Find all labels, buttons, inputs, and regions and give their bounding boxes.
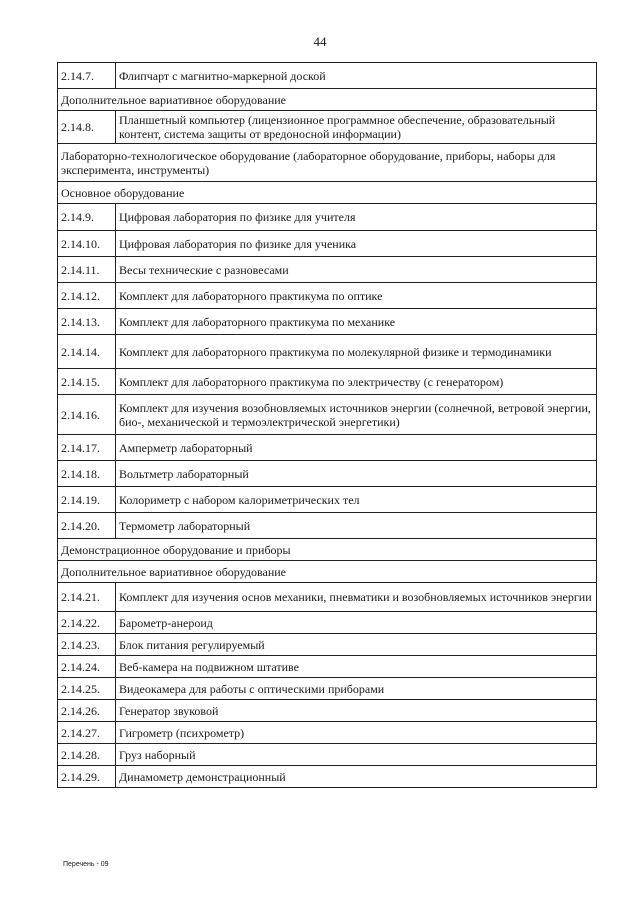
item-description: Весы технические с разновесами (116, 257, 597, 283)
item-number: 2.14.23. (58, 634, 116, 656)
table-row (58, 766, 597, 788)
item-description: Гигрометр (психрометр) (116, 722, 597, 744)
table-row (58, 700, 597, 722)
item-description: Флипчарт с магнитно-маркерной доской (116, 63, 597, 89)
table-row (58, 634, 597, 656)
table-row (58, 513, 597, 539)
item-number: 2.14.29. (58, 766, 116, 788)
section-title: Лабораторно-технологическое оборудование (лабораторное оборудование, приборы, наборы для эксперимента, инструменты) (58, 144, 597, 182)
item-description: Комплект для изучения основ механики, пневматики и возобновляемых источников энергии (116, 583, 597, 612)
item-description: Комплект для лабораторного практикума по механике (116, 309, 597, 335)
item-number: 2.14.18. (58, 461, 116, 487)
section-row (58, 89, 597, 111)
table-row (58, 283, 597, 309)
section-row (58, 539, 597, 561)
item-number: 2.14.20. (58, 513, 116, 539)
item-number: 2.14.28. (58, 744, 116, 766)
item-description: Груз наборный (116, 744, 597, 766)
table-row (58, 583, 597, 612)
item-number: 2.14.21. (58, 583, 116, 612)
table-row (58, 395, 597, 435)
item-number: 2.14.9. (58, 204, 116, 231)
section-title: Демонстрационное оборудование и приборы (58, 539, 597, 561)
equipment-table-body (58, 63, 597, 788)
item-description: Генератор звуковой (116, 700, 597, 722)
item-number: 2.14.8. (58, 111, 116, 144)
item-description: Веб-камера на подвижном штативе (116, 656, 597, 678)
item-description: Динамометр демонстрационный (116, 766, 597, 788)
item-description: Барометр-анероид (116, 612, 597, 634)
section-title: Дополнительное вариативное оборудование (58, 89, 597, 111)
item-number: 2.14.12. (58, 283, 116, 309)
table-row (58, 435, 597, 461)
item-description: Комплект для лабораторного практикума по оптике (116, 283, 597, 309)
item-number: 2.14.19. (58, 487, 116, 513)
table-row (58, 204, 597, 231)
item-description: Комплект для лабораторного практикума по электричеству (с генератором) (116, 369, 597, 395)
page-number: 44 (313, 34, 327, 49)
page-footer: Перечень - 09 (63, 861, 109, 868)
item-description: Термометр лабораторный (116, 513, 597, 539)
item-description: Амперметр лабораторный (116, 435, 597, 461)
item-description: Цифровая лаборатория по физике для ученика (116, 231, 597, 257)
item-number: 2.14.15. (58, 369, 116, 395)
table-row (58, 612, 597, 634)
section-row (58, 561, 597, 583)
table-row (58, 461, 597, 487)
item-number: 2.14.11. (58, 257, 116, 283)
table-row (58, 722, 597, 744)
table-row (58, 231, 597, 257)
item-description: Блок питания регулируемый (116, 634, 597, 656)
item-number: 2.14.26. (58, 700, 116, 722)
table-row (58, 309, 597, 335)
item-number: 2.14.17. (58, 435, 116, 461)
section-title: Дополнительное вариативное оборудование (58, 561, 597, 583)
item-number: 2.14.7. (58, 63, 116, 89)
table-row (58, 257, 597, 283)
table-row (58, 63, 597, 89)
item-number: 2.14.13. (58, 309, 116, 335)
table-row (58, 335, 597, 369)
item-number: 2.14.14. (58, 335, 116, 369)
item-number: 2.14.25. (58, 678, 116, 700)
item-description: Планшетный компьютер (лицензионное программное обеспечение, образовательный контент, система защиты от вредоносной информации) (116, 111, 597, 144)
table-row (58, 678, 597, 700)
equipment-table (57, 62, 597, 788)
section-title: Основное оборудование (58, 182, 597, 204)
item-description: Колориметр с набором калориметрических тел (116, 487, 597, 513)
item-description: Комплект для изучения возобновляемых источников энергии (солнечной, ветровой энергии, био-, механической и термоэлектрической энергетики) (116, 395, 597, 435)
item-number: 2.14.16. (58, 395, 116, 435)
item-description: Вольтметр лабораторный (116, 461, 597, 487)
table-row (58, 744, 597, 766)
item-description: Комплект для лабораторного практикума по молекулярной физике и термодинамики (116, 335, 597, 369)
table-row (58, 487, 597, 513)
section-row (58, 144, 597, 182)
table-row (58, 369, 597, 395)
item-number: 2.14.27. (58, 722, 116, 744)
item-number: 2.14.22. (58, 612, 116, 634)
item-number: 2.14.24. (58, 656, 116, 678)
section-row (58, 182, 597, 204)
item-description: Цифровая лаборатория по физике для учителя (116, 204, 597, 231)
table-row (58, 656, 597, 678)
table-row (58, 111, 597, 144)
item-number: 2.14.10. (58, 231, 116, 257)
item-description: Видеокамера для работы с оптическими приборами (116, 678, 597, 700)
